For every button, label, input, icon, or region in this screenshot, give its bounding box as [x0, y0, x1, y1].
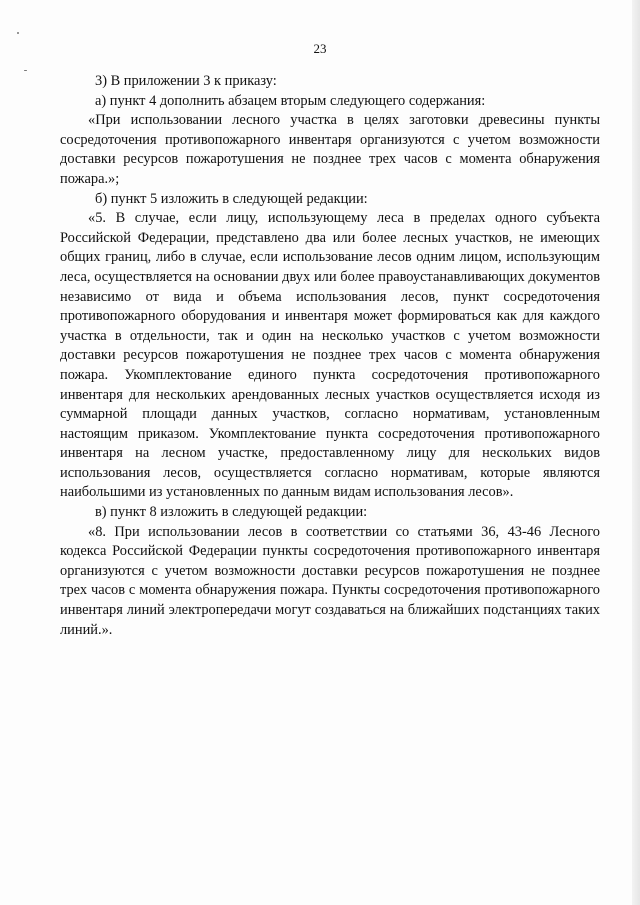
subitem-a-heading: а) пункт 4 дополнить абзацем вторым следующего содержания: [95, 92, 486, 109]
amendment-heading: 3) В приложении 3 к приказу: [95, 73, 277, 89]
scan-speck [24, 70, 27, 71]
subitem-b-text: «5. В случае, если лицу, использующему леса в пределах одного субъекта Российской Федерации, представлено два или более лесных участков, не имеющих общих границ, либо в случае, если использование лесов одним лицом, использующим леса, осуществляется на основании двух или более правоустанавливающих документов независимо от вида и объема использования лесов, пункт сосредоточения противопожарного оборудования и инвентаря может формироваться как для каждого участка в отдельности, так и один на несколько участков с учетом возможности доставки ресурсов пожаротушения не позднее трех часов с момента обнаружения пожара. Укомплектование единого пункта сосредоточения противопожарного инвентаря для нескольких арендованных лесных участков осуществляется исходя из суммарной площади данных участков, согласно нормативам, установленным настоящим приказом. Укомплектование пункта сосредоточения противопожарного инвентаря на лесном участке, предоставленному лицу для нескольких видов использования лесов, осуществляется согласно нормативам, которые являются наибольшими из установленных по данным видам использования лесов». [60, 210, 600, 501]
scan-speck [17, 32, 19, 34]
scan-edge-shadow [632, 0, 640, 905]
subitem-b-heading: б) пункт 5 изложить в следующей редакции: [95, 190, 368, 207]
subitem-v-heading: в) пункт 8 изложить в следующей редакции: [95, 504, 368, 521]
document-body [60, 72, 600, 640]
page-number: 23 [313, 41, 327, 56]
subitem-a-text: «При использовании лесного участка в целях заготовки древесины пункты сосредоточения противопожарного инвентаря организуются с учетом возможности доставки ресурсов пожаротушения не позднее трех часов с момента обнаружения пожара.»; [60, 112, 600, 187]
subitem-v-text: «8. При использовании лесов в соответствии со статьями 36, 43-46 Лесного кодекса Российской Федерации пункты сосредоточения противопожарного инвентаря организуются с учетом возможности доставки ресурсов пожаротушения не позднее трех часов с момента обнаружения пожара. Пункты сосредоточения противопожарного инвентаря линий электропередачи могут создаваться на ближайших подстанциях таких линий.». [60, 523, 600, 638]
